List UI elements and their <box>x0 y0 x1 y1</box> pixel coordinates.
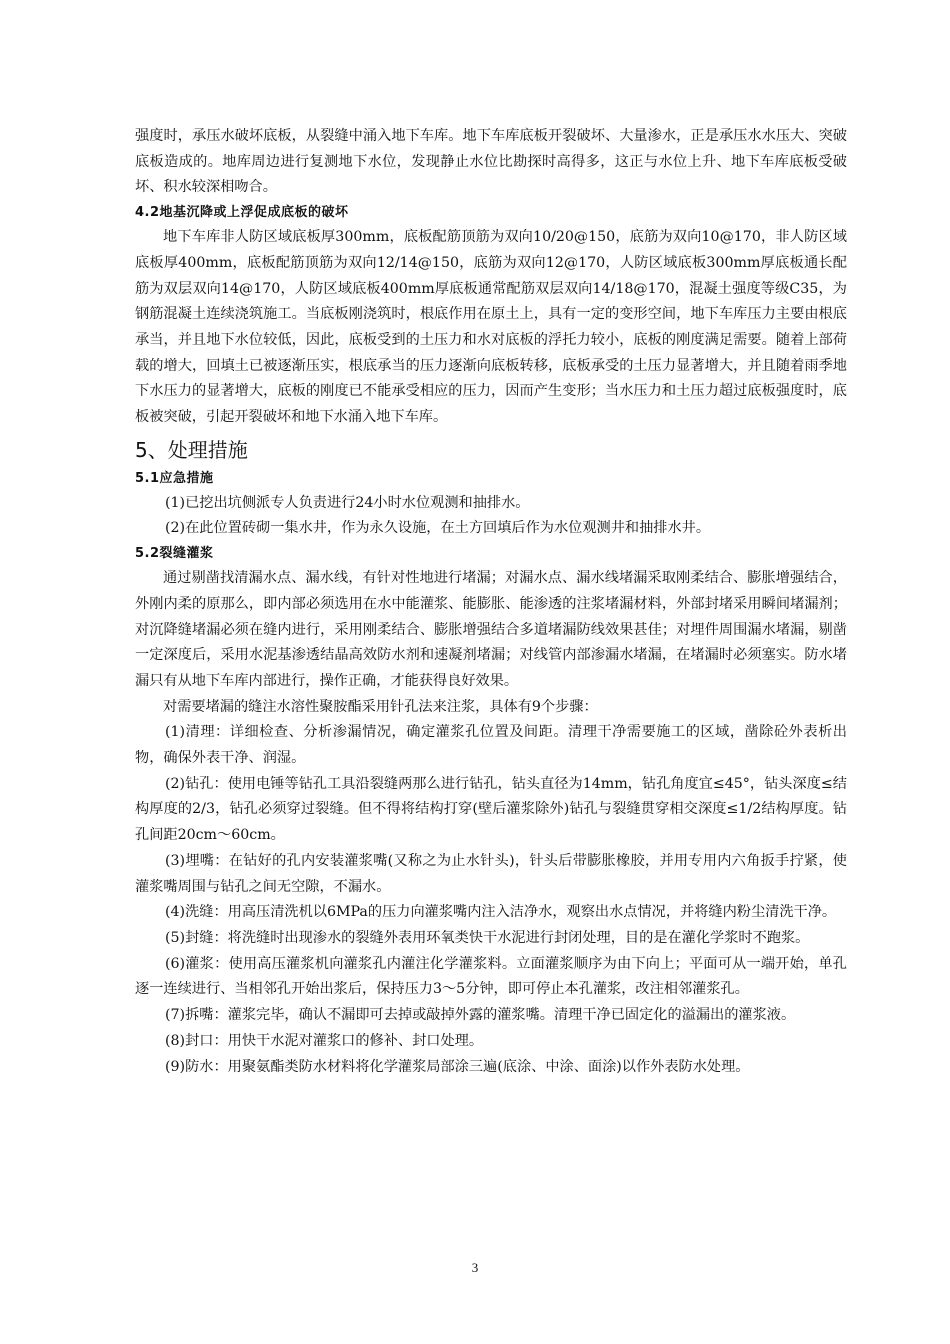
document-page <box>135 124 847 1080</box>
emergency-item-2: (2)在此位置砖砌一集水井，作为永久设施，在土方回填后作为水位观测井和抽排水井。 <box>165 520 711 537</box>
step-1-clean: (1)清理：详细检查、分析渗漏情况，确定灌浆孔位置及间距。清理干净需要施工的区域，凿除砼外表析出物，确保外表干净、润湿。 <box>135 724 847 767</box>
step-7-remove-nozzle: (7)拆嘴：灌浆完毕，确认不漏即可去掉或敲掉外露的灌浆嘴。清理干净已固定化的溢漏出的灌浆液。 <box>165 1007 796 1024</box>
step-9-waterproof: (9)防水：用聚氨酯类防水材料将化学灌浆局部涂三遍(底涂、中涂、面涂)以作外表防水处理。 <box>165 1058 750 1075</box>
step-8-seal-opening: (8)封口：用快干水泥对灌浆口的修补、封口处理。 <box>165 1032 484 1049</box>
intro-paragraph: 强度时，承压水破坏底板，从裂缝中涌入地下车库。地下车库底板开裂破坏、大量渗水，正是承压水水压大、突破底板造成的。地库周边进行复测地下水位，发现静止水位比勘探时高得多，这正与水位上升、地下车库底板受破坏、积水较深相吻合。 <box>135 128 847 196</box>
step-5-seal: (5)封缝：将洗缝时出现渗水的裂缝外表用环氧类快干水泥进行封闭处理，目的是在灌化学浆时不跑浆。 <box>165 929 810 946</box>
section-4-2-body: 地下车库非人防区域底板厚300mm，底板配筋顶筋为双向10/20@150，底筋为双向10@170，非人防区域底板厚400mm，底板配筋顶筋为双向12/14@150，底筋为双向12@170，人防区域底板300mm厚底板通长配筋为双层双向14@170，人防区域底板400mm厚底板通常配筋双层双向14/18@170，混凝土强度等级C35，为钢筋混凝土连续浇筑施工。当底板刚浇筑时，根底作用在原土上，具有一定的变形空间，地下车库压力主要由根底承当，并且地下水位较低，因此，底板受到的土压力和水对底板的浮托力较小，底板的刚度满足需要。随着上部荷载的增大，回填土已被逐渐压实，根底承当的压力逐渐向底板转移，底板承受的土压力显著增大，并且随着雨季地下水压力的显著增大，底板的刚度已不能承受相应的压力，因而产生变形；当水压力和土压力超过底板强度时，底板被突破，引起开裂破坏和地下水涌入地下车库。 <box>135 229 847 426</box>
page-number: 3 <box>471 1260 479 1275</box>
grouting-paragraph-1: 通过剔凿找清漏水点、漏水线，有针对性地进行堵漏；对漏水点、漏水线堵漏采取刚柔结合、膨胀增强结合，外刚内柔的原那么，即内部必须选用在水中能灌浆、能膨胀、能渗透的注浆堵漏材料，外部封堵采用瞬间堵漏剂；对沉降缝堵漏必须在缝内进行，采用刚柔结合、膨胀增强结合多道堵漏防线效果甚佳；对埋件周围漏水堵漏，剔凿一定深度后，采用水泥基渗透结晶高效防水剂和速凝剂堵漏；对线管内部渗漏水堵漏，在堵漏时必须塞实。防水堵漏只有从地下车库内部进行，操作正确，才能获得良好效果。 <box>135 570 847 689</box>
section-5-2-heading: 5.2裂缝灌浆 <box>135 546 214 562</box>
section-4-2-heading: 4.2地基沉降或上浮促成底板的破坏 <box>135 205 349 221</box>
step-6-grout: (6)灌浆：使用高压灌浆机向灌浆孔内灌注化学灌浆料。立面灌浆顺序为由下向上；平面可从一端开始，单孔逐一连续进行、当相邻孔开始出浆后，保持压力3～5分钟，即可停止本孔灌浆，改注相邻灌浆孔。 <box>135 955 847 998</box>
section-5-1-heading: 5.1应急措施 <box>135 470 214 486</box>
grouting-paragraph-2: 对需要堵漏的缝注水溶性聚胺酯采用针孔法来注浆，具体有9个步骤： <box>163 698 598 715</box>
step-4-wash: (4)洗缝：用高压清洗机以6MPa的压力向灌浆嘴内注入洁净水，观察出水点情况，并将缝内粉尘清洗干净。 <box>165 904 837 921</box>
section-5-heading: 5、处理措施 <box>135 437 248 462</box>
step-3-nozzle: (3)埋嘴：在钻好的孔内安装灌浆嘴(又称之为止水针头)，针头后带膨胀橡胶，并用专用内六角扳手拧紧，使灌浆嘴周围与钻孔之间无空隙，不漏水。 <box>135 852 847 895</box>
emergency-item-1: (1)已挖出坑侧派专人负责进行24小时水位观测和抽排水。 <box>165 494 530 511</box>
step-2-drill: (2)钻孔：使用电锤等钻孔工具沿裂缝两那么进行钻孔，钻头直径为14mm，钻孔角度宜≤45°，钻头深度≤结构厚度的2/3，钻孔必须穿过裂缝。但不得将结构打穿(壁后灌浆除外)钻孔与裂缝贯穿相交深度≤1/2结构厚度。钻孔间距20cm～60cm。 <box>135 775 847 844</box>
